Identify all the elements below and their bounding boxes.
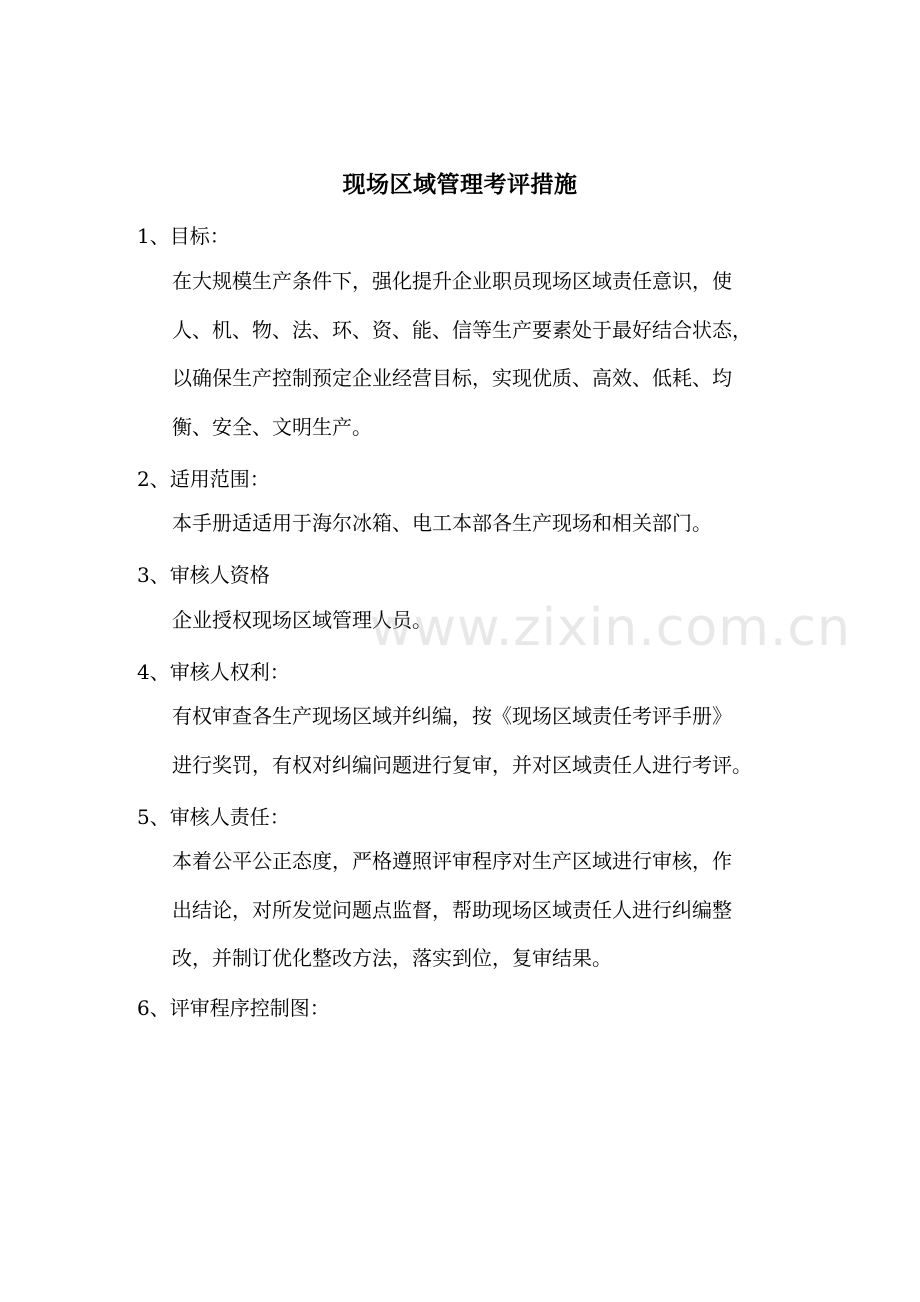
section-1-heading: 1、目标： <box>137 224 230 248</box>
section-1-line-1: 在大规模生产条件下，强化提升企业职员现场区域责任意识，使 <box>172 269 732 293</box>
section-4-heading: 4、审核人权利： <box>137 660 290 684</box>
section-5-line-3: 改，并制订优化整改方法，落实到位，复审结果。 <box>172 946 612 970</box>
section-3-line-1: 企业授权现场区域管理人员。 <box>172 608 432 632</box>
section-5-body <box>172 837 787 983</box>
watermark: www.zixin.com.cn <box>370 598 851 658</box>
section-5-heading: 5、审核人责任： <box>137 805 290 829</box>
section-4-line-1: 有权审查各生产现场区域并纠编，按《现场区域责任考评手册》 <box>172 704 732 728</box>
section-5-line-2: 出结论，对所发觉问题点监督，帮助现场区域责任人进行纠编整 <box>172 897 732 922</box>
section-5-line-1: 本着公平公正态度，严格遵照评审程序对生产区域进行审核，作 <box>172 849 732 873</box>
section-1-line-3: 以确保生产控制预定企业经营目标，实现优质、高效、低耗、均 <box>172 366 732 390</box>
document-title: 现场区域管理考评措施 <box>342 171 578 198</box>
section-3-heading: 3、审核人资格 <box>137 563 270 587</box>
section-1-line-2: 人、机、物、法、环、资、能、信等生产要素处于最好结合状态， <box>172 317 752 342</box>
section-6-heading: 6、评审程序控制图： <box>137 996 330 1020</box>
section-2-heading: 2、适用范围： <box>137 467 270 491</box>
section-1-body <box>172 257 787 451</box>
section-3-body <box>172 596 787 645</box>
section-4-body <box>172 692 787 789</box>
section-4-line-2: 进行奖罚，有权对纠编问题进行复审，并对区域责任人进行考评。 <box>172 752 752 777</box>
section-2-line-1: 本手册适适用于海尔冰箱、电工本部各生产现场和相关部门。 <box>172 511 712 535</box>
section-2-body <box>172 499 787 548</box>
section-1-line-4: 衡、安全、文明生产。 <box>172 414 372 439</box>
